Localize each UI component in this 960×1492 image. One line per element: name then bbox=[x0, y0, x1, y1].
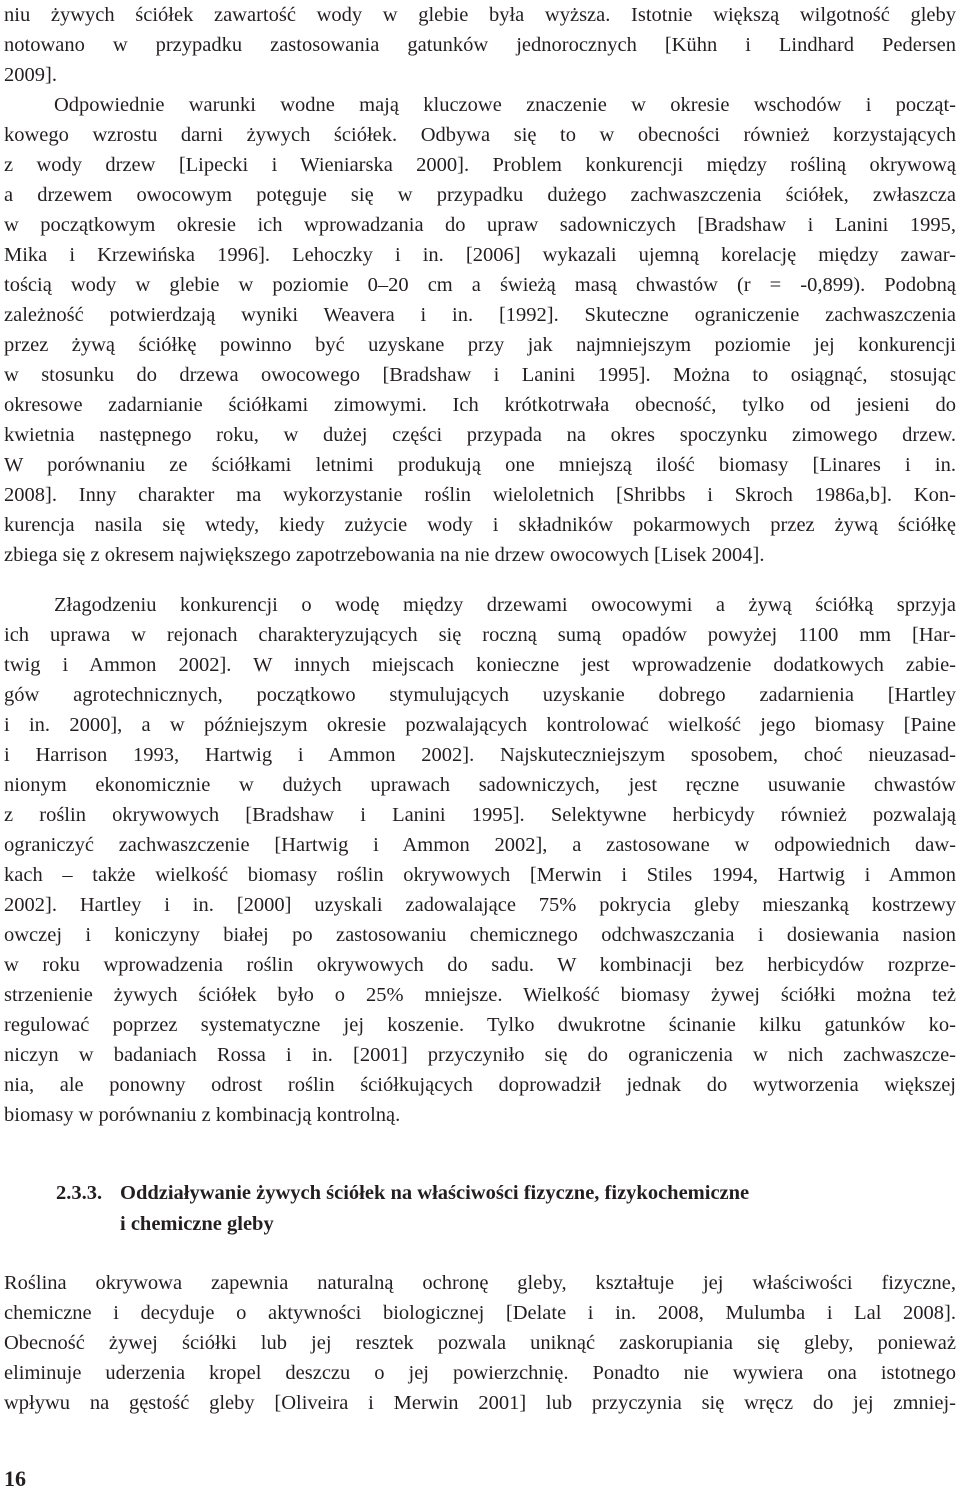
text-line: kurencja nasila się wtedy, kiedy zużycie wody i składników pokarmowych przez żywą ściółkę bbox=[4, 514, 956, 536]
text-line: okresowe zadarnianie ściółkami zimowymi. Ich krótkotrwała obecność, tylko od jesieni do bbox=[4, 394, 956, 416]
text-line: 2002]. Hartley i in. [2000] uzyskali zadowalające 75% pokrycia gleby mieszanką kostrzewy bbox=[4, 894, 956, 916]
paragraph-competition-mitigation bbox=[4, 590, 956, 1130]
text-line: kowego wzrostu darni żywych ściółek. Odbywa się to w obecności również korzystających bbox=[4, 124, 956, 146]
text-line: biomasy w porównaniu z kombinacją kontrolną. bbox=[4, 1104, 401, 1126]
text-line: notowano w przypadku zastosowania gatunków jednorocznych [Kühn i Lindhard Pedersen bbox=[4, 34, 956, 56]
text-line: gów agrotechnicznych, początkowo stymulujących uzyskanie dobrego zadarnienia [Hartley bbox=[4, 684, 956, 706]
text-line: ograniczyć zachwaszczenie [Hartwig i Ammon 2002], a zastosowane w odpowiednich daw- bbox=[4, 834, 956, 856]
text-line: strzenienie żywych ściółek było o 25% mniejsze. Wielkość biomasy żywej ściółki można też bbox=[4, 984, 956, 1006]
text-line: z wody drzew [Lipecki i Wieniarska 2000]. Problem konkurencji między rośliną okrywową bbox=[4, 154, 956, 176]
text-line: 2009]. bbox=[4, 64, 57, 86]
text-line: regulować poprzez systematyczne jej koszenie. Tylko dwukrotne ścinanie kilku gatunków ko- bbox=[4, 1014, 956, 1036]
text-line: 2008]. Inny charakter ma wykorzystanie roślin wieloletnich [Shribbs i Skroch 1986a,b]. Kon- bbox=[4, 484, 956, 506]
text-line: Odpowiednie warunki wodne mają kluczowe znaczenie w okresie wschodów i począt- bbox=[54, 94, 956, 116]
text-line: w początkowym okresie ich wprowadzania do upraw sadowniczych [Bradshaw i Lanini 1995, bbox=[4, 214, 956, 236]
text-line: zależność potwierdzają wyniki Weavera i in. [1992]. Skuteczne ograniczenie zachwaszczenia bbox=[4, 304, 956, 326]
text-line: w roku wprowadzenia roślin okrywowych do sadu. W kombinacji bez herbicydów rozprze- bbox=[4, 954, 956, 976]
text-line: z roślin okrywowych [Bradshaw i Lanini 1995]. Selektywne herbicydy również pozwalają bbox=[4, 804, 956, 826]
text-line: tością wody w glebie w poziomie 0–20 cm a świeżą masą chwastów (r = -0,899). Podobną bbox=[4, 274, 956, 296]
text-line: eliminuje uderzenia kropel deszczu o jej powierzchnię. Ponadto nie wywiera ona istotnego bbox=[4, 1362, 956, 1384]
text-line: niu żywych ściółek zawartość wody w glebie była wyższa. Istotnie większą wilgotność gleby bbox=[4, 4, 956, 26]
text-line: niczyn w badaniach Rossa i in. [2001] przyczyniło się do ograniczenia w nich zachwaszcze- bbox=[4, 1044, 956, 1066]
text-line: Mika i Krzewińska 1996]. Lehoczky i in. [2006] wykazali ujemną korelację między zawar- bbox=[4, 244, 956, 266]
text-line: wpływu na gęstość gleby [Oliveira i Merwin 2001] lub przyczynia się wręcz do jej zmniej- bbox=[4, 1392, 956, 1414]
text-line: ich uprawa w rejonach charakteryzujących się roczną sumą opadów powyżej 1100 mm [Har- bbox=[4, 624, 956, 646]
text-line: zbiega się z okresem największego zapotrzebowania na nie drzew owocowych [Lisek 2004]. bbox=[4, 544, 765, 566]
paragraph-water-conditions bbox=[4, 90, 956, 570]
paragraph-continuation bbox=[4, 0, 956, 90]
text-line: kach – także wielkość biomasy roślin okrywowych [Merwin i Stiles 1994, Hartwig i Ammon bbox=[4, 864, 956, 886]
section-heading bbox=[56, 1178, 936, 1240]
text-line: w stosunku do drzewa owocowego [Bradshaw i Lanini 1995]. Można to osiągnąć, stosując bbox=[4, 364, 956, 386]
text-line: a drzewem owocowym potęguje się w przypadku dużego zachwaszczenia ściółek, zwłaszcza bbox=[4, 184, 956, 206]
page-number: 16 bbox=[4, 1466, 26, 1491]
text-line: twig i Ammon 2002]. W innych miejscach konieczne jest wprowadzenie dodatkowych zabie- bbox=[4, 654, 956, 676]
section-number: 2.3.3. bbox=[56, 1182, 103, 1204]
text-line: przez żywą ściółkę powinno być uzyskane przy jak najmniejszym poziomie jej konkurencji bbox=[4, 334, 956, 356]
text-line: i in. 2000], a w późniejszym okresie pozwalających kontrolować wielkość jego biomasy [Paine bbox=[4, 714, 956, 736]
section-title-line-2: i chemiczne gleby bbox=[120, 1213, 274, 1235]
text-line: chemiczne i decyduje o aktywności biologicznej [Delate i in. 2008, Mulumba i Lal 2008]. bbox=[4, 1302, 956, 1324]
text-line: Roślina okrywowa zapewnia naturalną ochronę gleby, kształtuje jej właściwości fizyczne, bbox=[4, 1272, 956, 1294]
text-line: owczej i koniczyny białej po zastosowaniu chemicznego odchwaszczania i dosiewania nasion bbox=[4, 924, 956, 946]
section-title-line-1: Oddziaływanie żywych ściółek na właściwości fizyczne, fizykochemiczne bbox=[120, 1182, 750, 1204]
text-line: Złagodzeniu konkurencji o wodę między drzewami owocowymi a żywą ściółką sprzyja bbox=[54, 594, 956, 616]
text-line: kwietnia następnego roku, w dużej części przypada na okres spoczynku zimowego drzew. bbox=[4, 424, 956, 446]
text-line: nia, ale ponowny odrost roślin ściółkujących doprowadził jednak do wytworzenia większej bbox=[4, 1074, 956, 1096]
text-line: nionym ekonomicznie w dużych uprawach sadowniczych, jest ręczne usuwanie chwastów bbox=[4, 774, 956, 796]
text-line: W porównaniu ze ściółkami letnimi produkują one mniejszą ilość biomasy [Linares i in. bbox=[4, 454, 956, 476]
text-line: i Harrison 1993, Hartwig i Ammon 2002]. Najskuteczniejszym sposobem, choć nieuzasad- bbox=[4, 744, 956, 766]
text-line: Obecność żywej ściółki lub jej resztek pozwala uniknąć zaskorupiania się gleby, ponieważ bbox=[4, 1332, 956, 1354]
paragraph-soil-protection bbox=[4, 1268, 956, 1418]
